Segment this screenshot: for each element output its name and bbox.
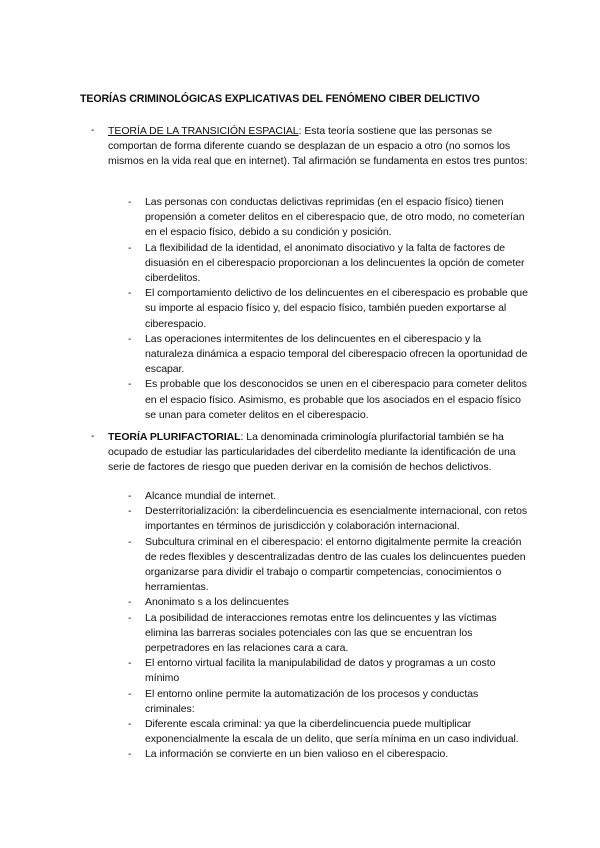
list-item: [0, 747, 600, 762]
list-item: [0, 489, 600, 504]
bullet-dash: -: [128, 718, 132, 731]
bullet-dash: -: [128, 196, 132, 208]
list-item: [0, 195, 600, 241]
list-item: [0, 241, 600, 287]
list-item: [0, 377, 600, 423]
list-item: [0, 332, 600, 378]
bullet-dash: -: [128, 287, 132, 300]
section-dash: -: [91, 430, 95, 442]
list-item: [0, 535, 600, 596]
section-intro: [108, 124, 528, 170]
bullet-dash: -: [128, 535, 132, 548]
list-item-text: Diferente escala criminal: ya que la ciberdelincuencia puede multiplicar exponencialmente la escala de un delito, que sería mínima en un caso individual.: [145, 718, 519, 746]
bullet-dash: -: [128, 657, 132, 670]
section-intro-text: : Esta teoría sostiene que las personas se comportan de forma diferente cuando se desplazan de un espacio a otro (no somos los mismos en la vida real que en internet). Tal afirmación se fundamenta en estos tres puntos:: [108, 125, 528, 168]
list-item-text: La flexibilidad de la identidad, el anonimato disociativo y la falta de factores de disuasión en el ciberespacio proporcionan a los delincuentes la opción de cometer ciberdelitos.: [145, 241, 525, 285]
bullet-dash: -: [128, 505, 132, 518]
bullet-dash: -: [128, 748, 132, 761]
section-dash: -: [91, 124, 95, 136]
section-heading: TEORÍA PLURIFACTORIAL: [108, 431, 241, 443]
spatial-transition-list: [0, 195, 600, 423]
section-intro-text: : La denominada criminología plurifactorial también se ha ocupado de estudiar las particularidades del ciberdelito mediante la identificación de una serie de factores de riesgo que pueden derivar en la comisión de hechos delictivos.: [108, 431, 516, 474]
list-item-text: Las personas con conductas delictivas reprimidas (en el espacio físico) tienen propensión a cometer delitos en el ciberespacio que, de otro modo, no cometerían en el espacio físico, debido a su condición y posición.: [145, 196, 525, 239]
bullet-dash: -: [128, 687, 132, 700]
list-item: [0, 656, 600, 686]
bullet-dash: -: [128, 378, 132, 391]
page-title: TEORÍAS CRIMINOLÓGICAS EXPLICATIVAS DEL FENÓMENO CIBER DELICTIVO: [80, 93, 480, 105]
list-item-text: Alcance mundial de internet.: [145, 490, 277, 502]
list-item-text: Anonimato s a los delincuentes: [145, 596, 289, 609]
bullet-dash: -: [128, 596, 132, 609]
section-intro: [108, 430, 528, 476]
list-item: [0, 504, 600, 534]
list-item-text: Subcultura criminal en el ciberespacio: el entorno digitalmente permite la creación de redes flexibles y descentralizadas dentro de las cuales los delincuentes pueden organizarse para dividir el trabajo o compartir competencias, conocimientos o herramientas.: [145, 535, 526, 594]
list-item-text: El entorno online permite la automatización de los procesos y conductas criminales:: [145, 687, 479, 715]
multifactorial-list: [0, 489, 600, 763]
list-item: [0, 611, 600, 657]
list-item-text: Desterritorialización: la ciberdelincuencia es esencialmente internacional, con retos importantes en términos de jurisdicción y colaboración internacional.: [145, 505, 528, 533]
list-item-text: La información se convierte en un bien valioso en el ciberespacio.: [145, 748, 449, 761]
list-item-text: El entorno virtual facilita la manipulabilidad de datos y programas a un costo mínimo: [145, 657, 496, 685]
bullet-dash: -: [128, 332, 132, 345]
list-item: [0, 286, 600, 332]
bullet-dash: -: [128, 490, 132, 502]
bullet-dash: -: [128, 241, 132, 254]
list-item: [0, 687, 600, 717]
list-item: [0, 595, 600, 610]
list-item: [0, 717, 600, 747]
bullet-dash: -: [128, 611, 132, 624]
section-heading: TEORÍA DE LA TRANSICIÓN ESPACIAL: [108, 125, 299, 137]
list-item-text: Las operaciones intermitentes de los delincuentes en el ciberespacio y la naturaleza dinámica a espacio temporal del ciberespacio ofrecen la oportunidad de escapar.: [145, 332, 528, 376]
list-item-text: El comportamiento delictivo de los delincuentes en el ciberespacio es probable que su importe al espacio físico y, del espacio físico, también pueden exportarse al ciberespacio.: [145, 287, 528, 330]
list-item-text: La posibilidad de interacciones remotas entre los delincuentes y las víctimas elimina las barreras sociales potenciales con las que se encuentran los perpetradores en las relaciones cara a cara.: [145, 611, 497, 655]
list-item-text: Es probable que los desconocidos se unen en el ciberespacio para cometer delitos en el espacio físico. Asimismo, es probable que los asociados en el espacio físico se unan para cometer delitos en el ciberespacio.: [145, 378, 527, 421]
